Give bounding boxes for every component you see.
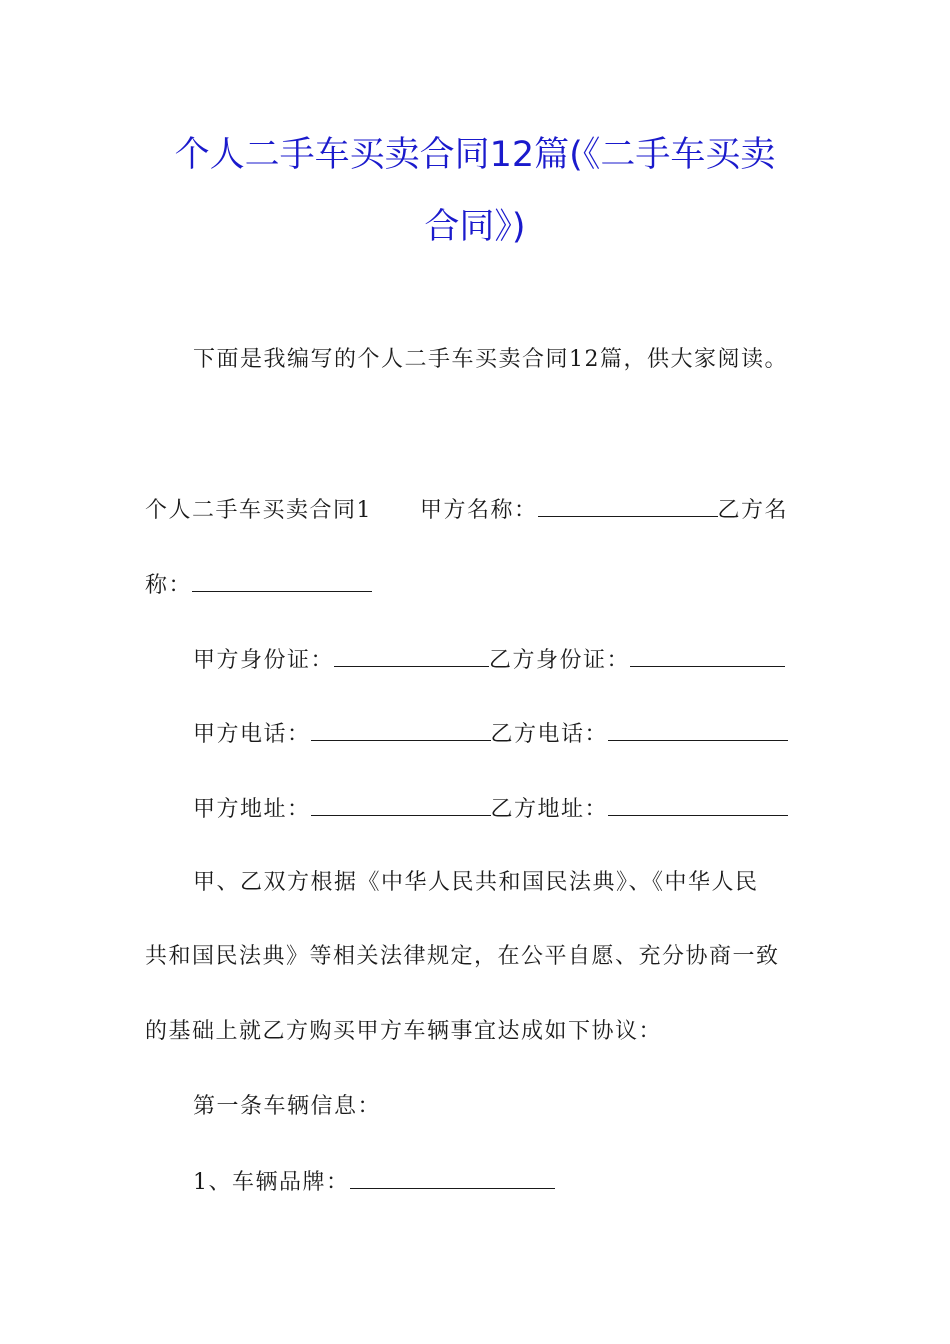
party-a-name-blank <box>538 496 718 517</box>
preamble-line-2: 共和国民法典》等相关法律规定，在公平自愿、充分协商一致 <box>145 944 780 969</box>
address-line <box>193 795 788 823</box>
party-b-address-label: 乙方地址： <box>490 797 609 822</box>
intro-paragraph: 下面是我编写的个人二手车买卖合同12篇，供大家阅读。 <box>193 347 788 372</box>
party-b-id-blank <box>630 646 785 667</box>
party-a-phone-label: 甲方电话： <box>193 722 311 747</box>
item-1-label: 1、车辆品牌： <box>193 1170 350 1195</box>
preamble-line-1: 甲、乙双方根据《中华人民共和国民法典》、《中华人民 <box>193 870 759 895</box>
party-b-name-label-part2: 称： <box>145 573 193 598</box>
party-b-phone-label: 乙方电话： <box>490 722 609 747</box>
item-1-line <box>193 1168 555 1196</box>
party-b-name-blank <box>192 571 372 592</box>
party-a-address-label: 甲方地址： <box>193 797 311 822</box>
party-b-address-blank <box>608 795 788 816</box>
contract-heading: 个人二手车买卖合同1 <box>145 498 372 523</box>
party-a-name-label: 甲方名称： <box>420 498 538 523</box>
document-title-line-1: 个人二手车买卖合同12篇(《二手车买卖 <box>174 135 776 175</box>
party-a-id-blank <box>334 646 489 667</box>
item-1-blank <box>350 1168 555 1189</box>
party-b-name-label-part1: 乙方名 <box>717 498 789 523</box>
party-a-id-label: 甲方身份证： <box>193 648 335 673</box>
id-line <box>193 646 785 674</box>
party-names-line <box>145 496 788 524</box>
party-a-phone-blank <box>311 720 491 741</box>
phone-line <box>193 720 788 748</box>
party-b-id-label: 乙方身份证： <box>489 648 631 673</box>
party-b-phone-blank <box>608 720 788 741</box>
article-1-title: 第一条车辆信息： <box>193 1094 382 1119</box>
preamble-line-3: 的基础上就乙方购买甲方车辆事宜达成如下协议： <box>145 1019 663 1044</box>
party-b-name-line <box>145 571 372 599</box>
party-a-address-blank <box>311 795 491 816</box>
document-title-line-2: 合同》) <box>424 207 526 247</box>
